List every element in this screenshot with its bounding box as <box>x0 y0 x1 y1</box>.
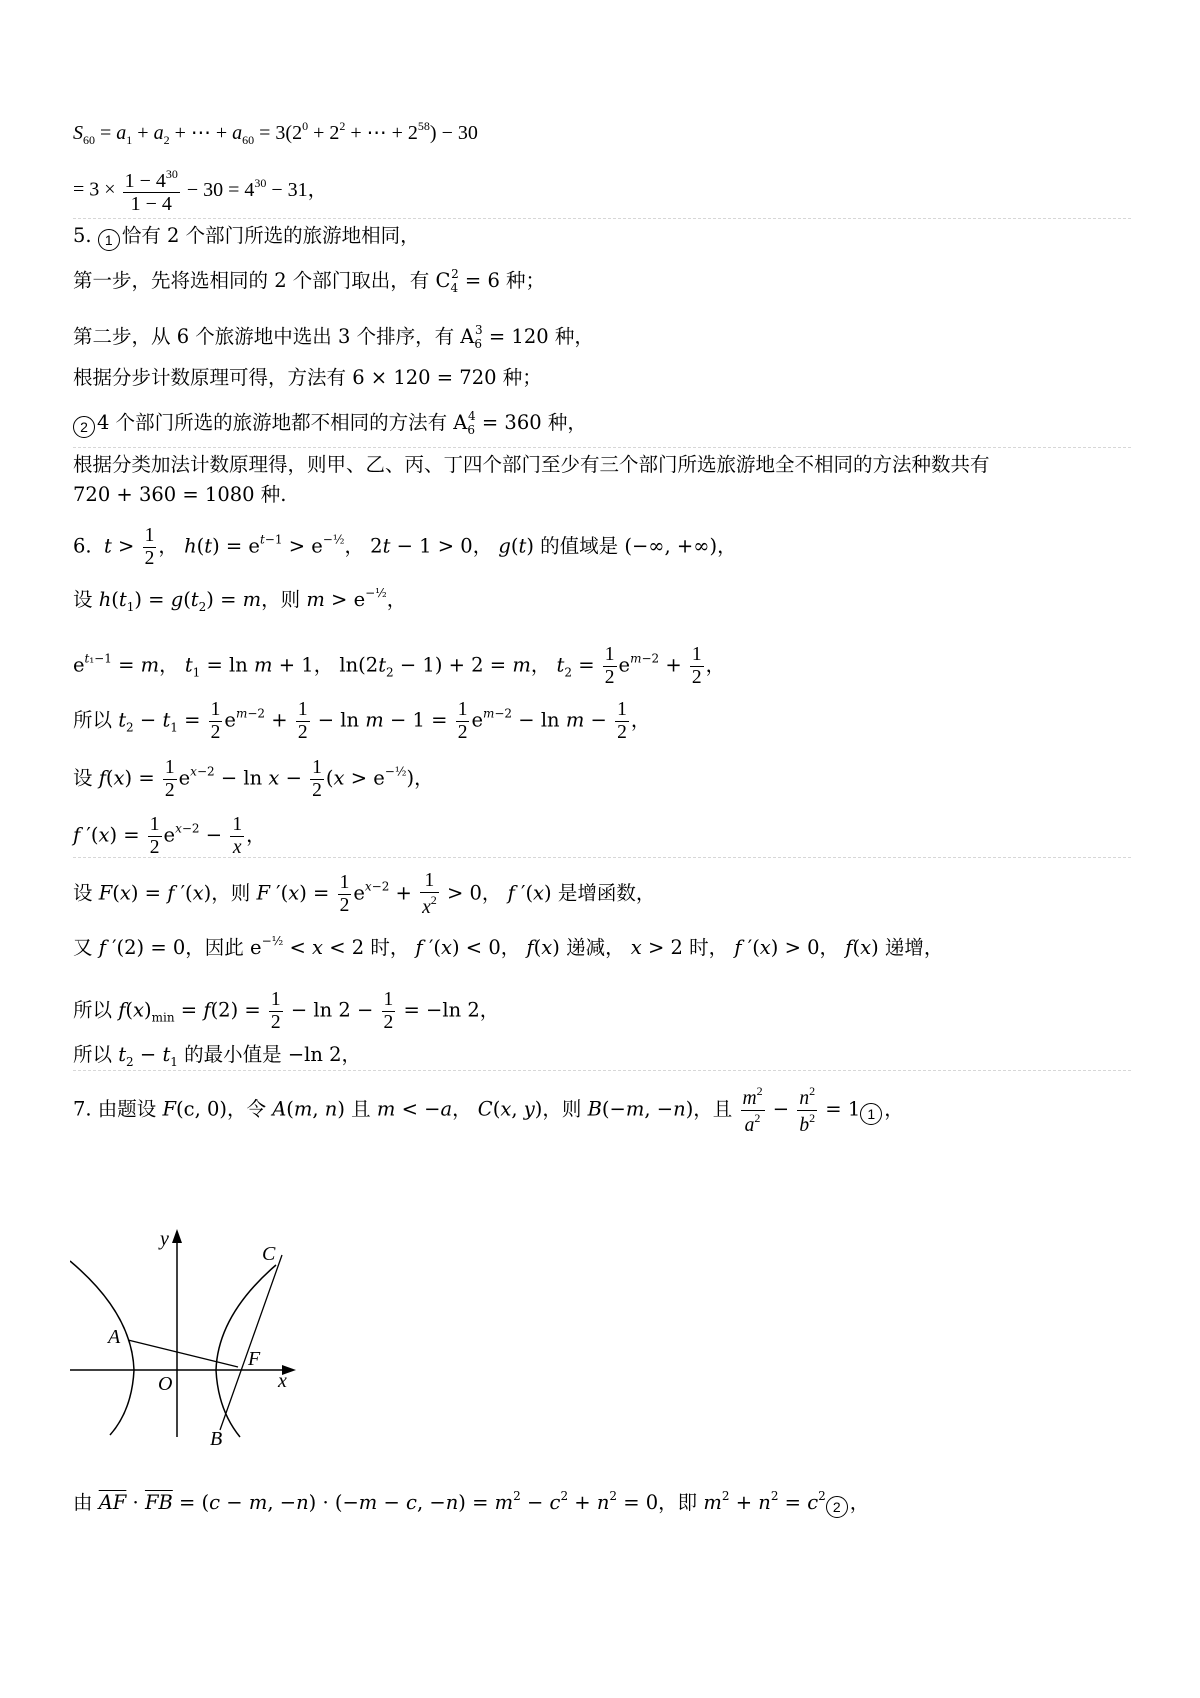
p5-line-1: 5. 1 恰有 2 个部门所选的旅游地相同， <box>73 226 420 251</box>
hyperbola-figure <box>70 1225 330 1455</box>
p5-line-2: 第一步，先将选相同的 2 个部门取出，有 $C_4^2 = 6$ 种； <box>73 267 546 295</box>
point-A-label: A <box>108 1326 121 1348</box>
p6-line-5: 设 f(x) = $\frac{1}{2}$ $e^{x-2} - \ln x$ − $\frac{1}{2}$ $(x > e^{-\frac{1}{2}})$， <box>73 757 434 801</box>
hyperbola-left-branch <box>70 1261 134 1435</box>
p6-line-4: 所以 $t_2 - t_1$ = $\frac{1}{2}$ $e^{m-2}$ + $\frac{1}{2}$ − ln m − 1 = $\frac{1}{2}$ $e^{m-2} - \ln m$ − $\frac{1}{2}$ ， <box>73 699 651 743</box>
p6-line-8: 又 f ′(2) = 0，因此 $e^{-\frac{1}{2}} < x < 2$ 时， f ′(x) < 0， f(x) 递减， x > 2 时， f ′(x) > 0， f(x) 递增， <box>73 934 944 959</box>
p7-line-1: 7. 由题设 F(c, 0)，令 A(m, n) 且 m < −a， C(x, y)，则 B(−m, −n)，且 $\frac{m^2}{a^2}$ − $\frac{n^2}{b^2}$ = 1 1 ， <box>73 1084 904 1136</box>
p5-line-3: 第二步，从 6 个旅游地中选出 3 个排序，有 $A_6^3 = 120$ 种， <box>73 323 594 351</box>
point-C-label: C <box>262 1243 276 1265</box>
p6-line-10: 所以 $t_2 - t_1$ 的最小值是 −ln 2， <box>73 1043 362 1069</box>
divider <box>73 857 1131 858</box>
divider <box>73 1070 1131 1071</box>
p6-line-1: 6. t > $\frac{1}{2}$ ， $h(t) = e^{t-1} > e^{-\frac{1}{2}}$， 2t − 1 > 0， g(t) 的值域是 (−∞, +∞)， <box>73 525 737 569</box>
y-label: y <box>160 1228 169 1250</box>
divider <box>73 218 1131 219</box>
point-B-label: B <box>210 1428 223 1450</box>
p6-line-6: f ′(x) = $\frac{1}{2}$ $e^{x-2}$ − $\frac{1}{x}$ ， <box>73 814 266 858</box>
x-label: x <box>278 1370 287 1392</box>
p6-line-3: $e^{t_1-1} = m$， $t_1 = \ln m + 1$， $\ln(2t_2 - 1) + 2 = m$， $t_2$ = $\frac{1}{2}$ $e^{m-2}$ + $\frac{1}{2}$ ， <box>73 644 726 688</box>
hyperbola-right-branch <box>216 1265 276 1437</box>
sum-result-line: = 3 × $\frac{1 - 4^{30}}{1 - 4}$ − $30 = 4^{30} - 31$， <box>73 167 328 215</box>
p5-line-5: 2 4 个部门所选的旅游地都不相同的方法有 $A_6^4 = 360$ 种， <box>73 410 587 438</box>
p6-line-9: 所以 $f(x)_{min} = f(2)$ = $\frac{1}{2}$ − ln 2 − $\frac{1}{2}$ = −ln 2， <box>73 989 500 1033</box>
point-F-label: F <box>248 1348 261 1370</box>
p7-line-2: 由 $\overline{AF} \cdot \overline{FB} = (c - m$, −n) · (−m − c, $-n) = m^2 - c^2 + n^2 = 0$，即 $m^2 + n^2 = c^22$ ， <box>73 1490 869 1518</box>
p6-line-7: 设 F(x) = f ′(x)，则 F ′(x) = $\frac{1}{2}$ $e^{x-2}$ + $\frac{1}{x^2}$ > 0， f ′(x) 是增函数， <box>73 870 656 918</box>
sum-fraction: $\frac{1 - 4^{30}}{1 - 4}$ <box>124 167 178 215</box>
y-axis-arrow-icon <box>172 1229 182 1243</box>
segment-AF <box>128 1340 238 1367</box>
p5-line-7: 720 + 360 = 1080 种. <box>73 483 287 506</box>
divider <box>73 447 1131 448</box>
p6-line-2: 设 $h(t_1) = g(t_2) = m$，则 $m > e^{-\frac{1}{2}}$， <box>73 586 407 614</box>
p5-line-6: 根据分类加法计数原理得，则甲、乙、丙、丁四个部门至少有三个部门所选旅游地全不相同的方法种数共有 <box>73 453 990 476</box>
segment-CB <box>220 1255 282 1430</box>
p5-line-4: 根据分步计数原理可得，方法有 6 × 120 = 720 种； <box>73 366 542 389</box>
sum-line: $S_{60} = a_1 + a_2$ + ⋯ + $a_{60} = 3(2^0 + 2^2$ + ⋯ + $2^{58}) - 30$ <box>73 119 478 147</box>
origin-label: O <box>158 1373 173 1395</box>
